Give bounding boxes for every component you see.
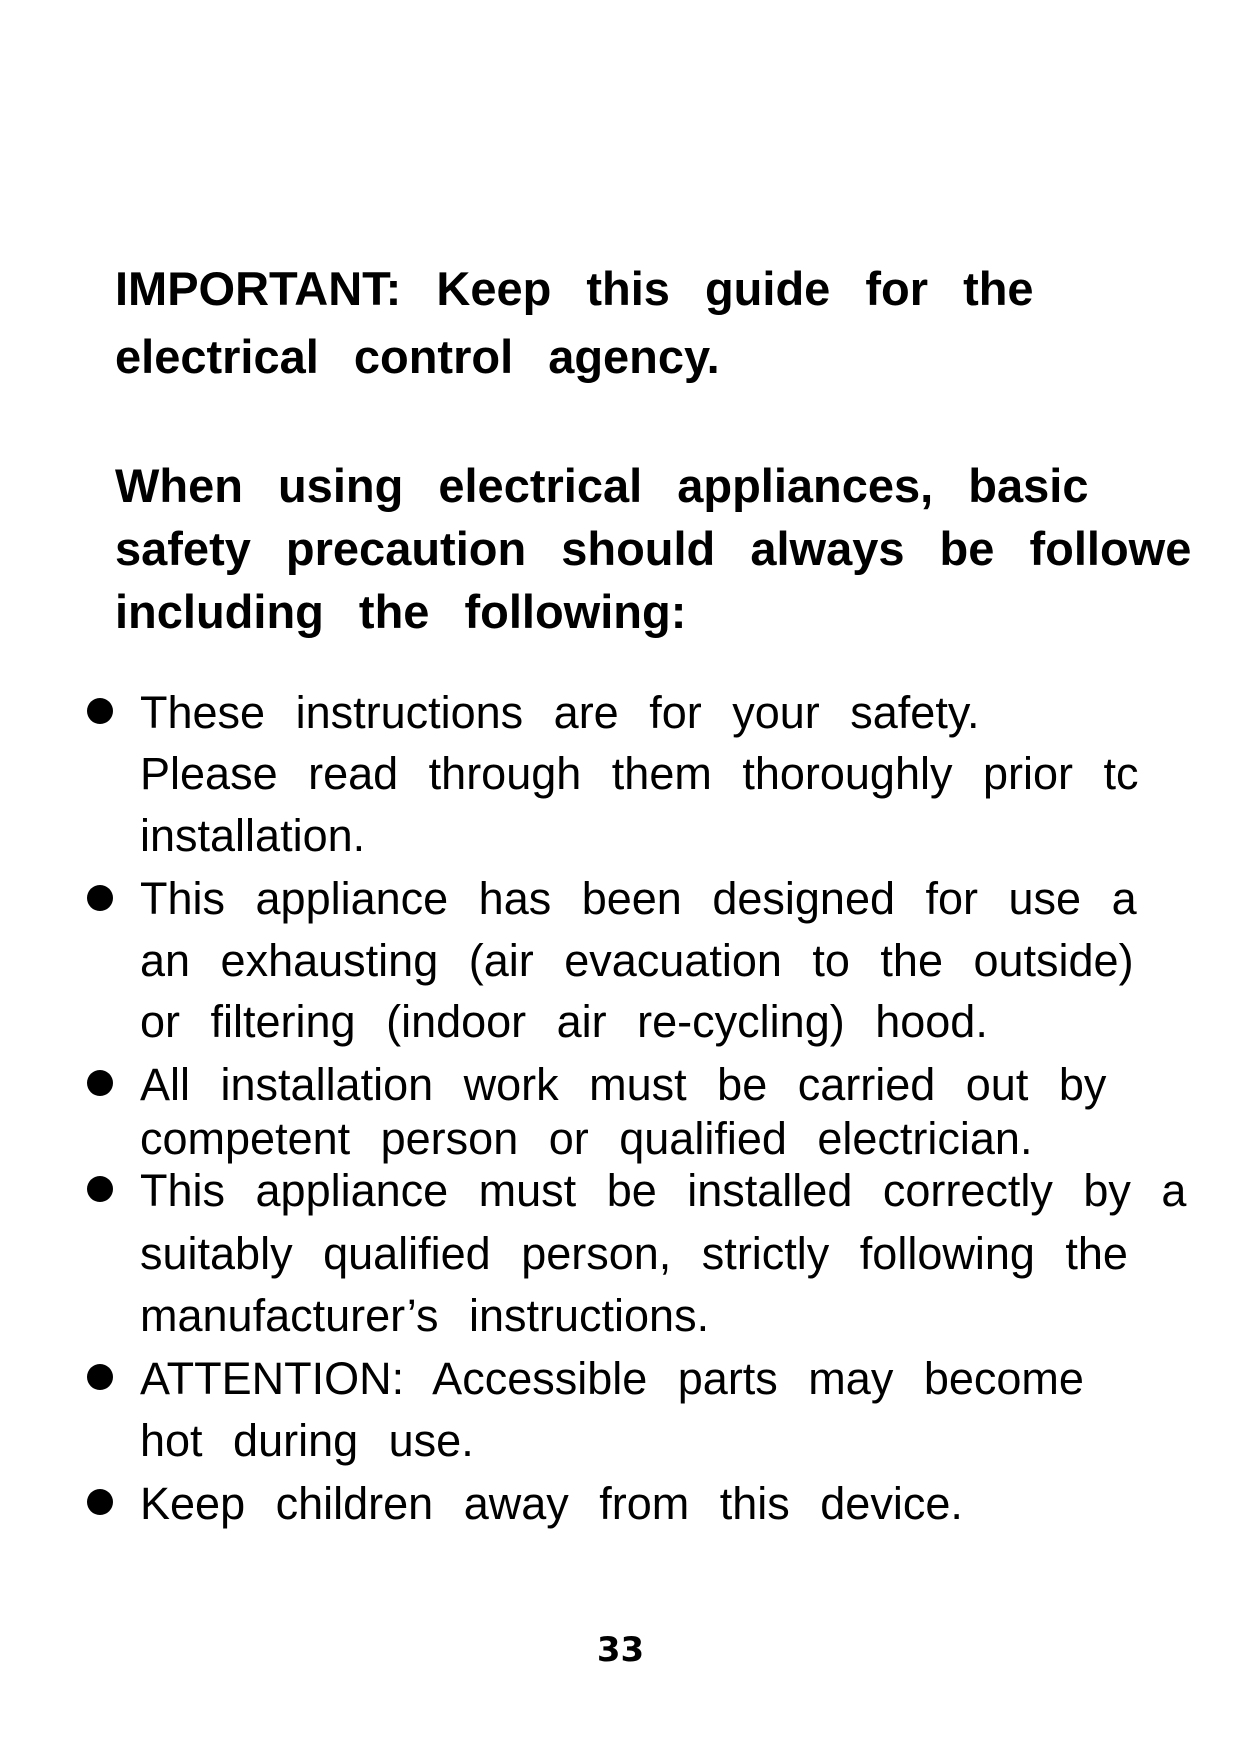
list-item-line: These instructions are for your safety. xyxy=(140,687,980,738)
important-notice-line: IMPORTANT: Keep this guide for the xyxy=(115,262,1034,315)
list-item-line: This appliance must be installed correctly by a xyxy=(140,1165,1187,1216)
intro-paragraph-line: including the following: xyxy=(115,585,687,638)
bullet-icon xyxy=(87,1070,113,1096)
list-item-line: All installation work must be carried out by xyxy=(140,1059,1107,1110)
bullet-icon xyxy=(87,698,113,724)
bullet-icon xyxy=(87,1176,113,1202)
list-item-line: installation. xyxy=(140,810,366,861)
list-item-line: manufacturer’s instructions. xyxy=(140,1290,710,1341)
list-item-line: This appliance has been designed for use a xyxy=(140,873,1137,924)
intro-paragraph-line: safety precaution should always be followe xyxy=(115,522,1192,575)
list-item-line: Please read through them thoroughly prior tc xyxy=(140,748,1139,799)
important-notice-line: electrical control agency. xyxy=(115,330,720,383)
bullet-icon xyxy=(87,885,113,911)
list-item-line: an exhausting (air evacuation to the outside) xyxy=(140,935,1134,986)
list-item-line: hot during use. xyxy=(140,1415,474,1466)
bullet-icon xyxy=(87,1364,113,1390)
list-item-line: Keep children away from this device. xyxy=(140,1478,963,1529)
bullet-icon xyxy=(87,1489,113,1515)
list-item-line: ATTENTION: Accessible parts may become xyxy=(140,1353,1084,1404)
intro-paragraph-line: When using electrical appliances, basic xyxy=(115,459,1089,512)
list-item-line: suitably qualified person, strictly following the xyxy=(140,1228,1128,1279)
page-number: 33 xyxy=(596,1630,645,1670)
list-item-line: or filtering (indoor air re-cycling) hood. xyxy=(140,996,988,1047)
list-item-line: competent person or qualified electrician. xyxy=(140,1113,1033,1164)
